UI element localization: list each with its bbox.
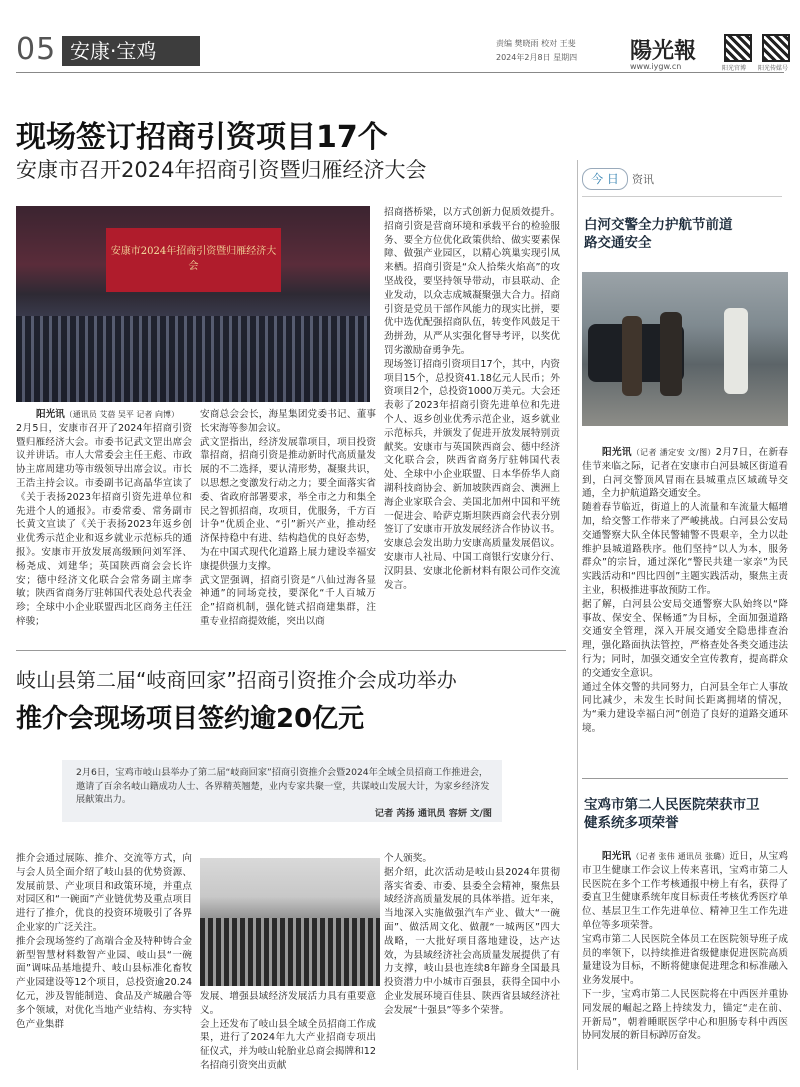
conference-photo: [16, 206, 370, 402]
lead-credit: 记者 芮扬 通讯员 容妍 文/图: [374, 807, 492, 819]
today-badge: 今 日: [582, 168, 628, 190]
article-column: 推介会通过展陈、推介、交流等方式，向与会人员全面介绍了岐山县的优势资源、发展前景、产业项目和政策环境，并重点对园区和“一碗面”产业链优势及重点项目进行了推介，优良的投资环境吸引了各界企业家的广泛关注。 推介会现场签约了高端合金及特种铸合金新型智慧材料数智产业园、岐山县“一碗面”调味品基地提升、岐山县标准化畜牧产业园建设等12个项目，总投资逾20.24亿元，涉及智能制造、食品及产城融合等多个领域，对优化当地产业结构、夯实特色产业集群: [16, 853, 192, 1030]
lead-body: 2月6日，宝鸡市岐山县举办了第二届“岐商回家”招商引资推介会暨2024年全域全员招商工作推进会，邀请了百余名岐山籍成功人士、各界精英翘楚，业内专家共聚一堂，共谋岐山发展大计，为家乡经济发展献策出力。: [76, 767, 490, 805]
newspaper-url: www.iygw.cn: [630, 62, 682, 71]
event-photo: [200, 858, 380, 986]
audience-rows: [200, 918, 380, 986]
byline: 阳光讯: [602, 447, 632, 458]
sidebar-divider: [582, 196, 782, 197]
story-kicker: 岐山县第二届“岐商回家”招商引资推介会成功举办: [16, 668, 457, 692]
byline: 阳光讯: [602, 851, 632, 862]
byline-note: （通讯员 艾蓓 吴平 记者 向博）: [64, 410, 179, 419]
page-number: 05: [16, 32, 57, 67]
editor-line: 责编 樊晓雨 校对 王斐: [496, 39, 576, 48]
date-line: 2024年2月8日 星期四: [496, 53, 578, 62]
story-divider: [16, 650, 566, 651]
headline: 现场签订招商引资项目17个: [16, 120, 388, 155]
section-title: 安康·宝鸡: [62, 36, 200, 66]
qr-code-icon: [724, 34, 752, 62]
today-news-tag: [582, 168, 782, 190]
article-text: 2月7日，在新春佳节来临之际，记者在安康市白河县城区街道看到，白河交警顶风冒雨在县城重点区域疏导交通，全力护航道路交通安全。 随着春节临近，街道上的人流量和车流量大幅增加，给交警工作带来了严峻挑战。白河县公安局交通警察大队全体民警辅警不畏艰辛，全力以赴维护县城道路秩序。他们坚持“以人为本，服务群众”的宗旨，通过深化“警民共建一家亲”为民实践活动和“四比四创”主题实践活动，聚焦主责主业，积极推进事故预防工作。 据了解，白河县公安局交通警察大队始终以“降事故、保安全、保畅通”为目标，全面加强道路交通安全管理，深入开展交通安全隐患排查治理，强化路面执法管控，严格查处各类交通违法行为；同时，加强交通安全宣传教育，提高群众的交通安全意识。 通过全体交警的共同努力，白河县全年亡人事故同比减少，未发生长时间长距离拥堵的情况，为“乘力建设幸福白河”创造了良好的道路交通环境。: [582, 447, 789, 734]
article-column: 发展、增强县域经济发展活力具有重要意义。 会上还发布了岐山县全域全员招商工作成果，进行了2024年九大产业招商专项出征仪式，并为岐山轮胎业总商会揭牌和12名招商引资突出贡献: [200, 991, 376, 1071]
audience-rows: [16, 316, 370, 402]
qr-code-icon: [762, 34, 790, 62]
article-column: 招商搭桥梁，以方式创新力促质效提升。招商引资是营商环境和承载平台的检验服务、要全方位优化政策供给、做实要素保障、做强产业园区，以精心筑巢实现引凤来栖。招商引资是“众人拾柴火焰高”的攻坚战役，要坚持领导带动，市县联动、企业发动，以众志成城凝聚强大合力。招商引资是党员干部作风能力的现实比拼，要优中选优配强招商队伍，转变作风鼓足干劲拼劲，从严从实强化督导考评，以奖优罚劣激励奋勇争先。 现场签订招商引资项目17个，其中，内资项目15个，总投资41.18亿元人民币；外资项目2个，总投资1000万美元。大会还表彰了2023年招商引资先进单位和先进个人、返乡创业优秀示范企业，返乡就业示范标兵，并颁发了促进开放发展特别贡献奖。安康市与英国陕西商会、德中经济文化联合会，陕西省商务厅驻韩国代表处、全球中小企业联盟、日本华侨华人商湖科技商协会、新加坡陕西商会、澳洲上海企业家联合会、美国北加州中国和平统一促进会、哈萨克斯坦陕西商会代表分别签订了安康市开放发展经济合作协议书。安康总会发出助力安康高质量发展倡议。安康市人社局、中国工商银行安康分行、汉阴县、安康北伦新材料有限公司作交流发言。: [384, 207, 560, 591]
headline: 推介会现场项目签约逾20亿元: [16, 704, 365, 734]
pedestrian-shape: [622, 316, 642, 396]
article-text: 近日，从宝鸡市卫生健康工作会议上传来喜讯，宝鸡市第二人民医院在多个工作考核通报中榜上有名，获得了委直卫生健康系统年度目标责任考核优秀医疗单位、基层卫生工作先进单位、精神卫生工作先进单位等多项荣誉。 宝鸡市第二人民医院全体员工在医院领导班子成员的率领下，以持续推进省级健康促进医院高质量建设为目标，不断将健康促进理念和标准融入业务发展中。 下一步，宝鸡市第二人民医院将在中西医并重协同发展的崛起之路上持续发力，锚定“走在前、开新局”，朝着睡眠医学中心和胆肠专科中西医协同发展的新目标踔厉奋发。: [582, 851, 789, 1042]
lead-text: [76, 766, 492, 820]
news-label: 资讯: [632, 173, 654, 186]
police-officer-shape: [724, 308, 748, 394]
byline: 阳光讯: [36, 409, 65, 420]
editor-info: [496, 37, 577, 65]
article-column: 个人颁奖。 据介绍，此次活动是岐山县2024年贯彻落实省委、市委、县委全会精神，聚焦县域经济高质量发展的具体举措。近年来，当地深入实施做强汽车产业、做大“一碗面”、做活周文化、做靓“一城两区”四大战略，一大批好项目落地建设，达产达效，为县域经济社会高质量发展提供了有力支撑，岐山县也连续8年蹄身全国最具投资潜力中小城市百强县，获得全国中小企业发展环境百佳县、陕西省县域经济社会发展“十强县”等多个荣誉。: [384, 853, 560, 1016]
column-divider: [577, 160, 578, 1070]
qr-label: 阳光传媒号: [758, 65, 789, 72]
byline-note: （记者 张伟 通讯员 张璐）: [631, 852, 730, 861]
news-title: 宝鸡市第二人民医院荣获市卫健系统多项荣誉: [584, 797, 760, 831]
pedestrian-shape: [660, 312, 682, 396]
news-title: 白河交警全力护航节前道路交通安全: [584, 217, 733, 251]
article-column: [16, 408, 192, 629]
article-text: 2月5日，安康市召开了2024年招商引资暨归雁经济大会。市委书记武文罡出席会议并讲话。市人大常委会主任王彪、市政协主席周建功等市级领导出席会议。市长王浩主持会议。市委副书记高晶华宣读了《关于表扬2023年招商引资先进单位和先进个人的通报》。市委常委、常务副市长黄文宣读了《关于表扬2023年返乡创业优秀示范企业和返乡就业示范标兵的通报》。安康市开放发展高级顾问刘军泽、杨尧成、刘建华；英国陕西商会会长许安；德中经济文化联合会常务副主席李敏；陕西省商务厅驻韩国代表处总代表金珍；全球中小企业联盟西北区商务主任汪梓骏；: [16, 422, 192, 627]
stage-banner: 安康市2024年招商引资暨归雁经济大会: [106, 228, 281, 292]
article-column: [582, 850, 788, 1043]
newspaper-logo: 陽光報: [630, 38, 697, 64]
sidebar-divider: [582, 778, 788, 779]
subheadline: 安康市召开2024年招商引资暨归雁经济大会: [16, 158, 427, 182]
header-divider: [16, 72, 784, 73]
byline-note: （记者 潘定安 文/图）: [631, 448, 716, 457]
article-column: [582, 446, 788, 736]
qr-label: 阳光官博: [722, 65, 747, 72]
article-column: 安商总会会长，海星集团党委书记、董事长宋海等参加会议。 武文罡指出，经济发展靠项目，项目投资靠招商，招商引资是推动新时代高质量发展的不二选择，要认清形势，凝聚共识，以思想之变激发行动之力；要全面落实省委、省政府部署要求，举全市之力和集全民之智抓招商，攻项目，优服务，千方百计争“优质企业、“引”新兴产业，推动经济保持稳中有进、结构趋优的良好态势，为在中国式现代化道路上展力建设幸福安康提供强力支撑。 武文罡强调，招商引资是“八仙过海各显神通”的同场竞技，要深化“千人百城万企”招商机制，强化链式招商建集群，注重专业招商提效能，突出以商: [200, 409, 376, 627]
traffic-police-photo: [582, 272, 788, 426]
